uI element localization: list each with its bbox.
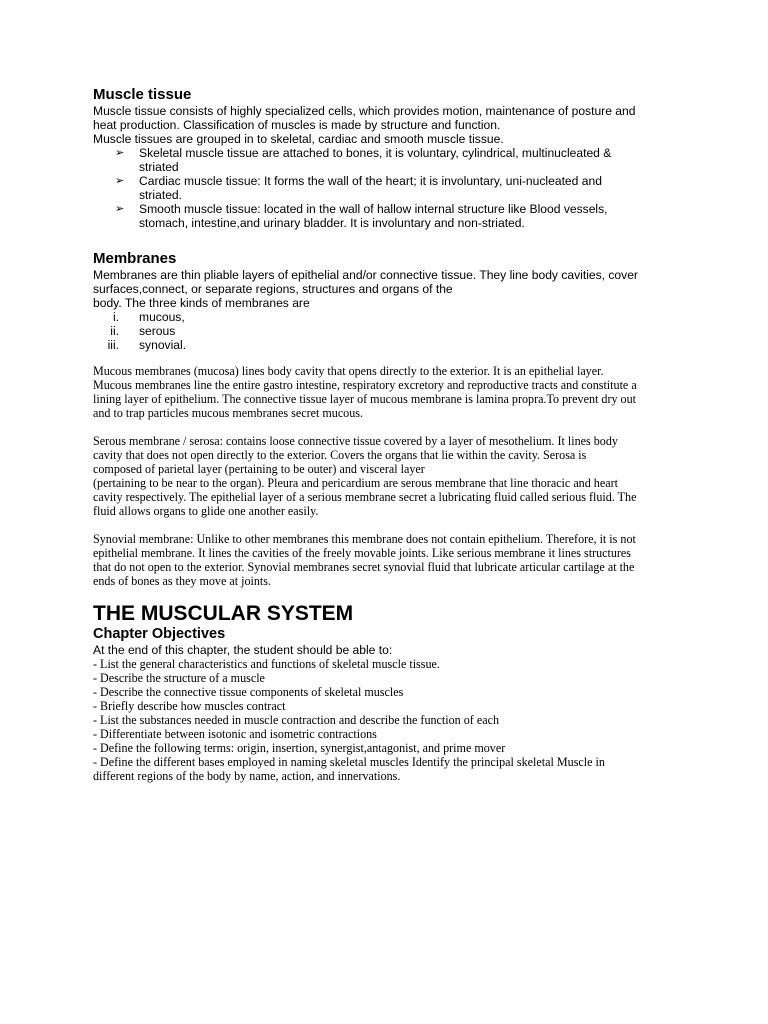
text-line: and to trap particles mucous membranes secret mucous.: [93, 406, 364, 420]
list-item: [93, 174, 683, 202]
list-item: [93, 324, 683, 338]
chapter-subtitle: Chapter Objectives: [93, 626, 226, 642]
objective-line: - Briefly describe how muscles contract: [93, 699, 286, 713]
text-line: heat production. Classification of muscles is made by structure and function.: [93, 118, 501, 132]
objective-line: - Define the different bases employed in naming skeletal muscles Identify the principal skeletal Muscle in: [93, 755, 605, 769]
list-number: ii.: [110, 324, 119, 338]
objective-line: different regions of the body by name, action, and innervations.: [93, 769, 401, 783]
text-line: Mucous membranes line the entire gastro intestine, respiratory excretory and reproductive tracts and constitute a: [93, 378, 637, 392]
list-number: i.: [112, 310, 119, 324]
chapter-title: THE MUSCULAR SYSTEM: [93, 602, 354, 625]
list-item-text: serous: [139, 324, 176, 338]
text-line: Muscle tissues are grouped in to skeletal, cardiac and smooth muscle tissue.: [93, 132, 504, 146]
text-line: fluid allows organs to glide one another easily.: [93, 504, 319, 518]
list-item-text: Cardiac muscle tissue: It forms the wall of the heart; it is involuntary, uni-nucleated and: [139, 174, 602, 188]
list-item-text: Skeletal muscle tissue are attached to bones, it is voluntary, cylindrical, multinucleated &: [139, 146, 612, 160]
text-line: Muscle tissue consists of highly specialized cells, which provides motion, maintenance of posture and: [93, 104, 636, 118]
text-line: composed of parietal layer (pertaining to be outer) and visceral layer: [93, 462, 425, 476]
objective-line: - Differentiate between isotonic and isometric contractions: [93, 727, 377, 741]
text-line: Serous membrane / serosa: contains loose connective tissue covered by a layer of mesothelium. It lines body: [93, 434, 618, 448]
list-item-text: stomach, intestine,and urinary bladder. It is involuntary and non-striated.: [139, 216, 525, 230]
list-number: iii.: [107, 338, 119, 352]
arrow-bullet-icon: ➢: [115, 147, 125, 159]
list-item-text: synovial.: [139, 338, 187, 352]
list-item: [93, 310, 683, 324]
objectives-list: [93, 657, 683, 783]
objective-line: - Describe the structure of a muscle: [93, 671, 265, 685]
muscle-type-list: [93, 146, 683, 230]
objective-line: - List the substances needed in muscle contraction and describe the function of each: [93, 713, 500, 727]
list-item: [93, 338, 683, 352]
text-line: Mucous membranes (mucosa) lines body cavity that opens directly to the exterior. It is an epithelial layer.: [93, 364, 604, 378]
text-line: surfaces,connect, or separate regions, structures and organs of the: [93, 282, 453, 296]
paragraph-serous: [93, 434, 683, 518]
list-item-text: mucous,: [139, 310, 185, 324]
document-page: [93, 86, 683, 783]
text-line: epithelial membrane. It lines the cavities of the freely movable joints. Like serious membrane it lines structures: [93, 546, 632, 560]
text-line: (pertaining to be near to the organ). Pleura and pericardium are serous membrane that line thoracic and heart: [93, 476, 618, 490]
muscle-tissue-intro: [93, 104, 683, 146]
text-line: that do not open to the exterior. Synovial membranes secret synovial fluid that lubricate articular cartilage at the: [93, 560, 635, 574]
text-line: Membranes are thin pliable layers of epithelial and/or connective tissue. They line body cavities, cover: [93, 268, 638, 282]
paragraph-synovial: [93, 532, 683, 588]
list-item: [93, 202, 683, 230]
objectives-intro: At the end of this chapter, the student should be able to:: [93, 643, 393, 657]
paragraph-mucous: [93, 364, 683, 420]
text-line: Synovial membrane: Unlike to other membranes this membrane does not contain epithelium. Therefore, it is not: [93, 532, 636, 546]
objective-line: - Define the following terms: origin, insertion, synergist,antagonist, and prime mover: [93, 741, 506, 755]
section-heading-membranes: Membranes: [93, 250, 177, 267]
membrane-kinds-list: [93, 310, 683, 352]
list-item-text: striated.: [139, 188, 183, 202]
arrow-bullet-icon: ➢: [115, 175, 125, 187]
list-item: [93, 146, 683, 174]
text-line: body. The three kinds of membranes are: [93, 296, 310, 310]
text-line: ends of bones as they move at joints.: [93, 574, 272, 588]
text-line: cavity respectively. The epithelial layer of a serious membrane secret a lubricating fluid called serious fluid. The: [93, 490, 637, 504]
objective-line: - Describe the connective tissue components of skeletal muscles: [93, 685, 404, 699]
section-heading-muscle-tissue: Muscle tissue: [93, 86, 192, 103]
list-item-text: Smooth muscle tissue: located in the wall of hallow internal structure like Blood vessels,: [139, 202, 608, 216]
objective-line: - List the general characteristics and functions of skeletal muscle tissue.: [93, 657, 440, 671]
text-line: lining layer of epithelium. The connective tissue layer of mucous membrane is lamina propra.To prevent dry out: [93, 392, 636, 406]
membranes-intro: [93, 268, 683, 310]
text-line: cavity that does not open directly to the exterior. Covers the organs that lie within the cavity. Serosa is: [93, 448, 587, 462]
arrow-bullet-icon: ➢: [115, 203, 125, 215]
list-item-text: striated: [139, 160, 179, 174]
